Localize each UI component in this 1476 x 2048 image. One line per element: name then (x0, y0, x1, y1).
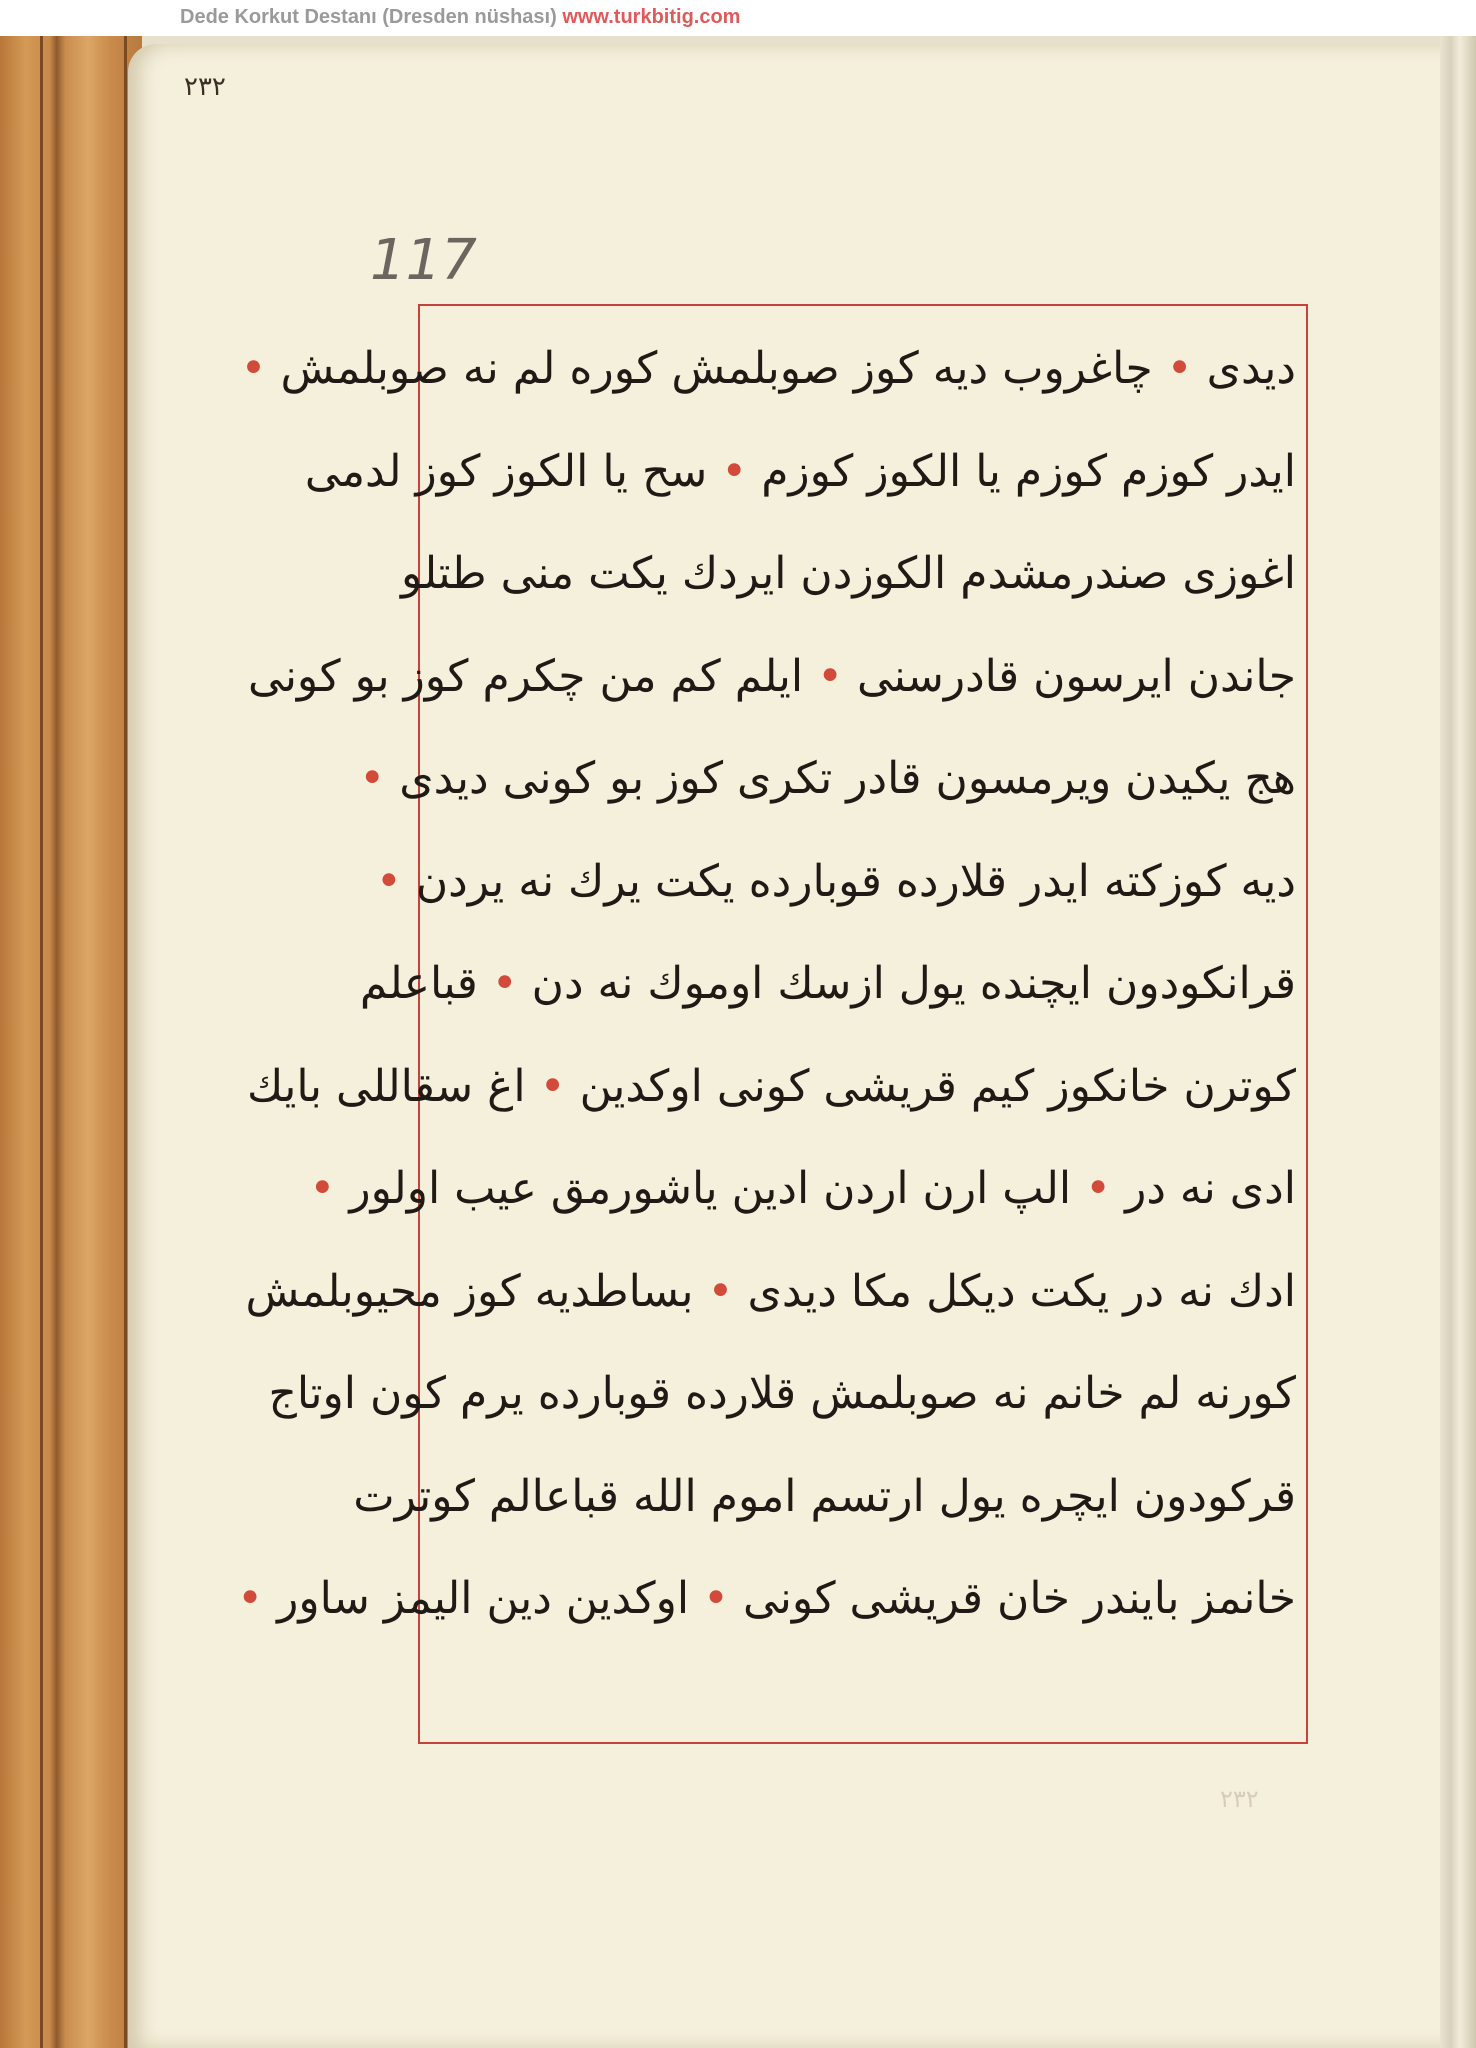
source-banner (0, 0, 1476, 36)
faint-stamp: ٢٣٢ (1220, 1785, 1259, 1813)
text-line: اغوزی صندرمشدم الکوزدن ایردك یکت منی طتلو (401, 548, 1296, 599)
text-line: دیه کوزکته ایدر قلارده قوبارده یکت یرك نه یردن • (375, 855, 1296, 907)
next-page-edge (1440, 36, 1476, 2048)
text-line: دیدی • چاغروب دیه کوز صوبلمش کوره لم نه صوبلمش • (240, 343, 1296, 394)
folio-number: 117 (370, 228, 477, 293)
rubric-dot: • (240, 343, 267, 394)
text-line: ادك نه در یکت دیکل مکا دیدی • بساطدیه کوز محیوبلمش (245, 1265, 1296, 1317)
text-line: کوترن خانکوز کیم قریشی کونی اوکدین • اغ سقاللی بایك (247, 1060, 1296, 1112)
text-line: قرکودون ایچره یول ارتسم اموم الله قباعالم کوترت (353, 1470, 1296, 1522)
rubric-dot: • (721, 445, 748, 497)
text-line: ایدر کوزم کوزم یا الکوز کوزم • سح یا الکوز کوز لدمی (304, 445, 1296, 497)
rubric-dot: • (359, 753, 386, 804)
banner-site-link[interactable]: www.turkbitig.com (562, 6, 741, 28)
text-line: ادی نه در • الپ ارن اردن ادین یاشورمق عیب اولور • (309, 1163, 1296, 1214)
page-number: ٢٣٢ (184, 72, 226, 102)
manuscript-text (237, 318, 1296, 1651)
rubric-dot: • (491, 958, 518, 1009)
rubric-dot: • (817, 650, 844, 702)
rubric-dot: • (237, 1573, 264, 1624)
text-line: جاندن ایرسون قادرسنی • ایلم کم من چکرم کوز بو کونی (248, 650, 1296, 702)
rubric-dot: • (309, 1163, 336, 1214)
text-line: هج یکیدن ویرمسون قادر تکری کوز بو کونی دیدی • (359, 753, 1296, 804)
binding-crease (40, 36, 43, 2048)
rubric-dot: • (1085, 1163, 1112, 1214)
banner-title: Dede Korkut Destanı (Dresden nüshası) (180, 6, 557, 28)
binding-crease (124, 36, 127, 2048)
rubric-dot: • (1166, 343, 1193, 394)
text-line: قرانکودون ایچنده یول ازسك اوموك نه دن • قباعلم (359, 958, 1296, 1009)
text-line: کورنه لم خانم نه صوبلمش قلارده قوبارده یرم کون اوتاج (268, 1368, 1296, 1419)
rubric-dot: • (707, 1265, 734, 1317)
text-line: خانمز بایندر خان قریشی کونی • اوکدین دین الیمز ساور • (237, 1573, 1296, 1624)
book-binding (0, 36, 142, 2048)
rubric-dot: • (703, 1573, 729, 1624)
rubric-dot: • (375, 855, 402, 907)
rubric-dot: • (539, 1060, 566, 1112)
